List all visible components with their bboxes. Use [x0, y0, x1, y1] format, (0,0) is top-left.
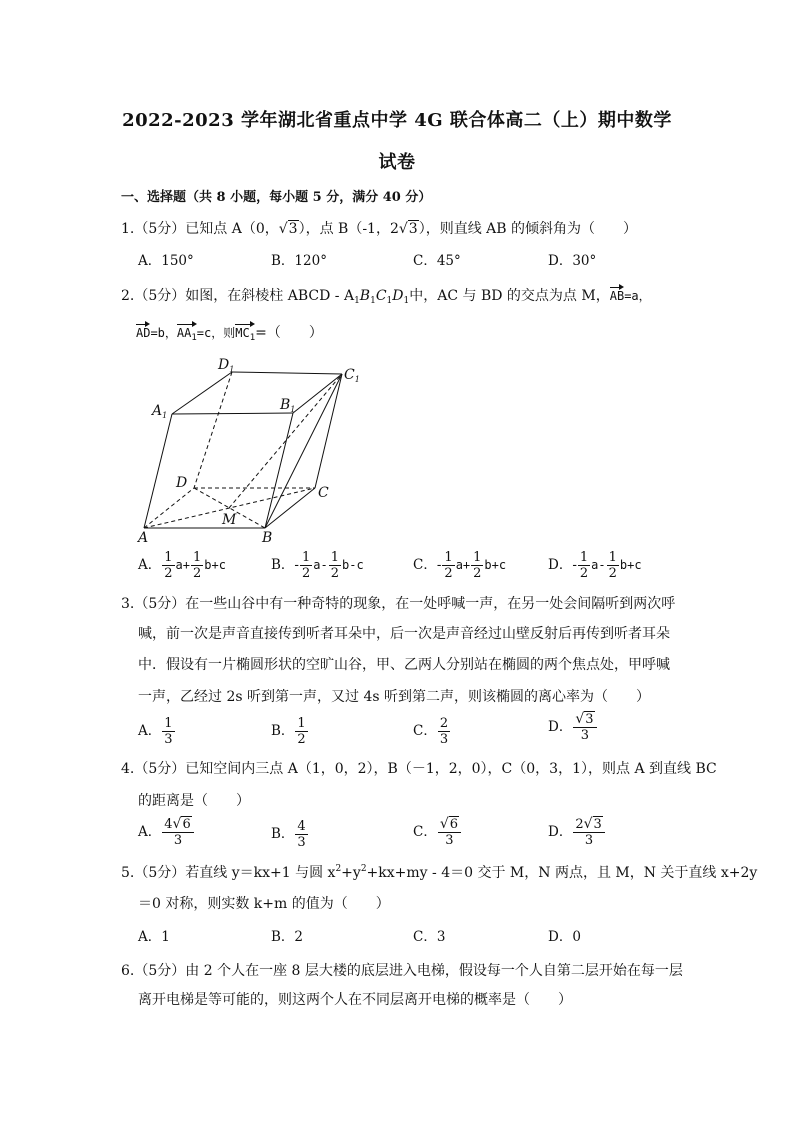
q3-option-c: C． $\frac{2}{3}$	[413, 716, 449, 747]
edge-b-c1	[265, 374, 342, 528]
q4-option-c: C． $\frac{√6}{3}$	[413, 817, 462, 848]
prism-figure	[130, 352, 370, 548]
q1-option-b: B．120°	[271, 253, 327, 269]
q4-option-a: A． $\frac{4√6}{3}$	[138, 817, 195, 848]
q4-option-b: B． $\frac{4}{3}$	[271, 819, 306, 850]
q4-option-d: D． $\frac{2√3}{3}$	[548, 817, 606, 848]
label-b1: $B_1$	[280, 397, 296, 414]
label-m: M	[222, 512, 237, 528]
q5-option-c: C．3	[413, 929, 446, 945]
question-4-stem-line2: 的距离是（ ）	[138, 793, 250, 809]
label-c1: $C_1$	[344, 367, 360, 384]
question-6-stem-line2: 离开电梯是等可能的，则这两个人在不同层离开电梯的概率是（ ）	[138, 992, 572, 1008]
q3-option-d: D． $\frac{√3}{3}$	[548, 712, 598, 743]
edge-a1-d1	[172, 372, 232, 414]
q3-option-b: B． $\frac{1}{2}$	[271, 716, 306, 747]
section-heading: 一、选择题（共 8 小题，每小题 5 分，满分 40 分）	[121, 190, 432, 205]
label-a: A	[138, 530, 149, 546]
question-3-stem-line3: 中．假设有一片椭圆形状的空旷山谷，甲、乙两人分别站在椭圆的两个焦点处，甲呼喊	[138, 657, 670, 673]
label-a1: $A_1$	[152, 403, 168, 420]
page-title-line2: 试卷	[378, 152, 416, 173]
q2-option-c: C．- $\frac{1}{2}$ a+ $\frac{1}{2}$ b+c	[413, 550, 507, 581]
label-d1: $D_1$	[218, 357, 235, 374]
q5-option-d: D．0	[548, 929, 581, 945]
q2-option-b: B．- $\frac{1}{2}$ a- $\frac{1}{2}$ b-c	[271, 550, 364, 581]
edge-d1-c1	[232, 372, 342, 374]
edge-c-c1	[315, 374, 342, 488]
question-4-stem: 4.（5分）已知空间内三点 A（1，0，2），B（－1，2，0），C（0，3，1），则点 A 到直线 BC	[121, 761, 717, 777]
question-5-stem: 5.（5分）若直线 y＝kx+1 与圆 $x^2+y^2+kx+my - 4=0$ 交于 M，N 两点，且 M，N 关于直线 x+2y	[121, 864, 758, 881]
label-c: C	[318, 485, 329, 501]
q5-option-b: B．2	[271, 929, 304, 945]
page-title: 2022-2023 学年湖北省重点中学 4G 联合体高二（上）期中数学	[122, 110, 672, 131]
q1-option-a: A．150°	[138, 253, 194, 269]
edge-a-a1	[144, 414, 172, 528]
question-2-stem-line2: AD=b，$AA_1=c$，则$MC_1=$（ ）	[136, 322, 323, 343]
q2-option-a: A． $\frac{1}{2}$ a+ $\frac{1}{2}$ b+c	[138, 550, 226, 581]
edge-b-b1	[265, 413, 293, 528]
question-1-stem: 1.（5分）已知点 A（0，√3），点 B（-1，2√3），则直线 AB 的倾斜角为（ ）	[121, 221, 638, 237]
q3-option-a: A． $\frac{1}{3}$	[138, 716, 173, 747]
q5-option-a: A．1	[138, 929, 170, 945]
q1-option-c: C．45°	[413, 253, 461, 269]
q2-option-d: D．- $\frac{1}{2}$ a- $\frac{1}{2}$ b+c	[548, 550, 642, 581]
label-d: D	[176, 475, 188, 491]
edge-a1-b1	[172, 413, 293, 414]
label-b: B	[262, 530, 273, 546]
question-2-stem: 2.（5分）如图，在斜棱柱 ABCD - $A_1B_1C_1D_1$中，AC 与 BD 的交点为点 M，AB=a，	[121, 285, 651, 306]
question-6-stem: 6.（5分）由 2 个人在一座 8 层大楼的底层进入电梯，假设每一个人自第二层开始在每一层	[121, 963, 683, 979]
q1-option-d: D．30°	[548, 253, 597, 269]
question-5-stem-line2: ＝0 对称，则实数 k+m 的值为（ ）	[138, 896, 390, 912]
question-3-stem-line2: 喊，前一次是声音直接传到听者耳朵中，后一次是声音经过山壁反射后再传到听者耳朵	[138, 626, 670, 642]
question-3-stem-line4: 一声，乙经过 2s 听到第一声，又过 4s 听到第二声，则该椭圆的离心率为（ ）	[138, 689, 650, 705]
edge-d-d1	[194, 372, 232, 488]
edge-a-d	[144, 488, 194, 528]
question-3-stem: 3.（5分）在一些山谷中有一种奇特的现象，在一处呼喊一声，在另一处会间隔听到两次呼	[121, 596, 676, 612]
